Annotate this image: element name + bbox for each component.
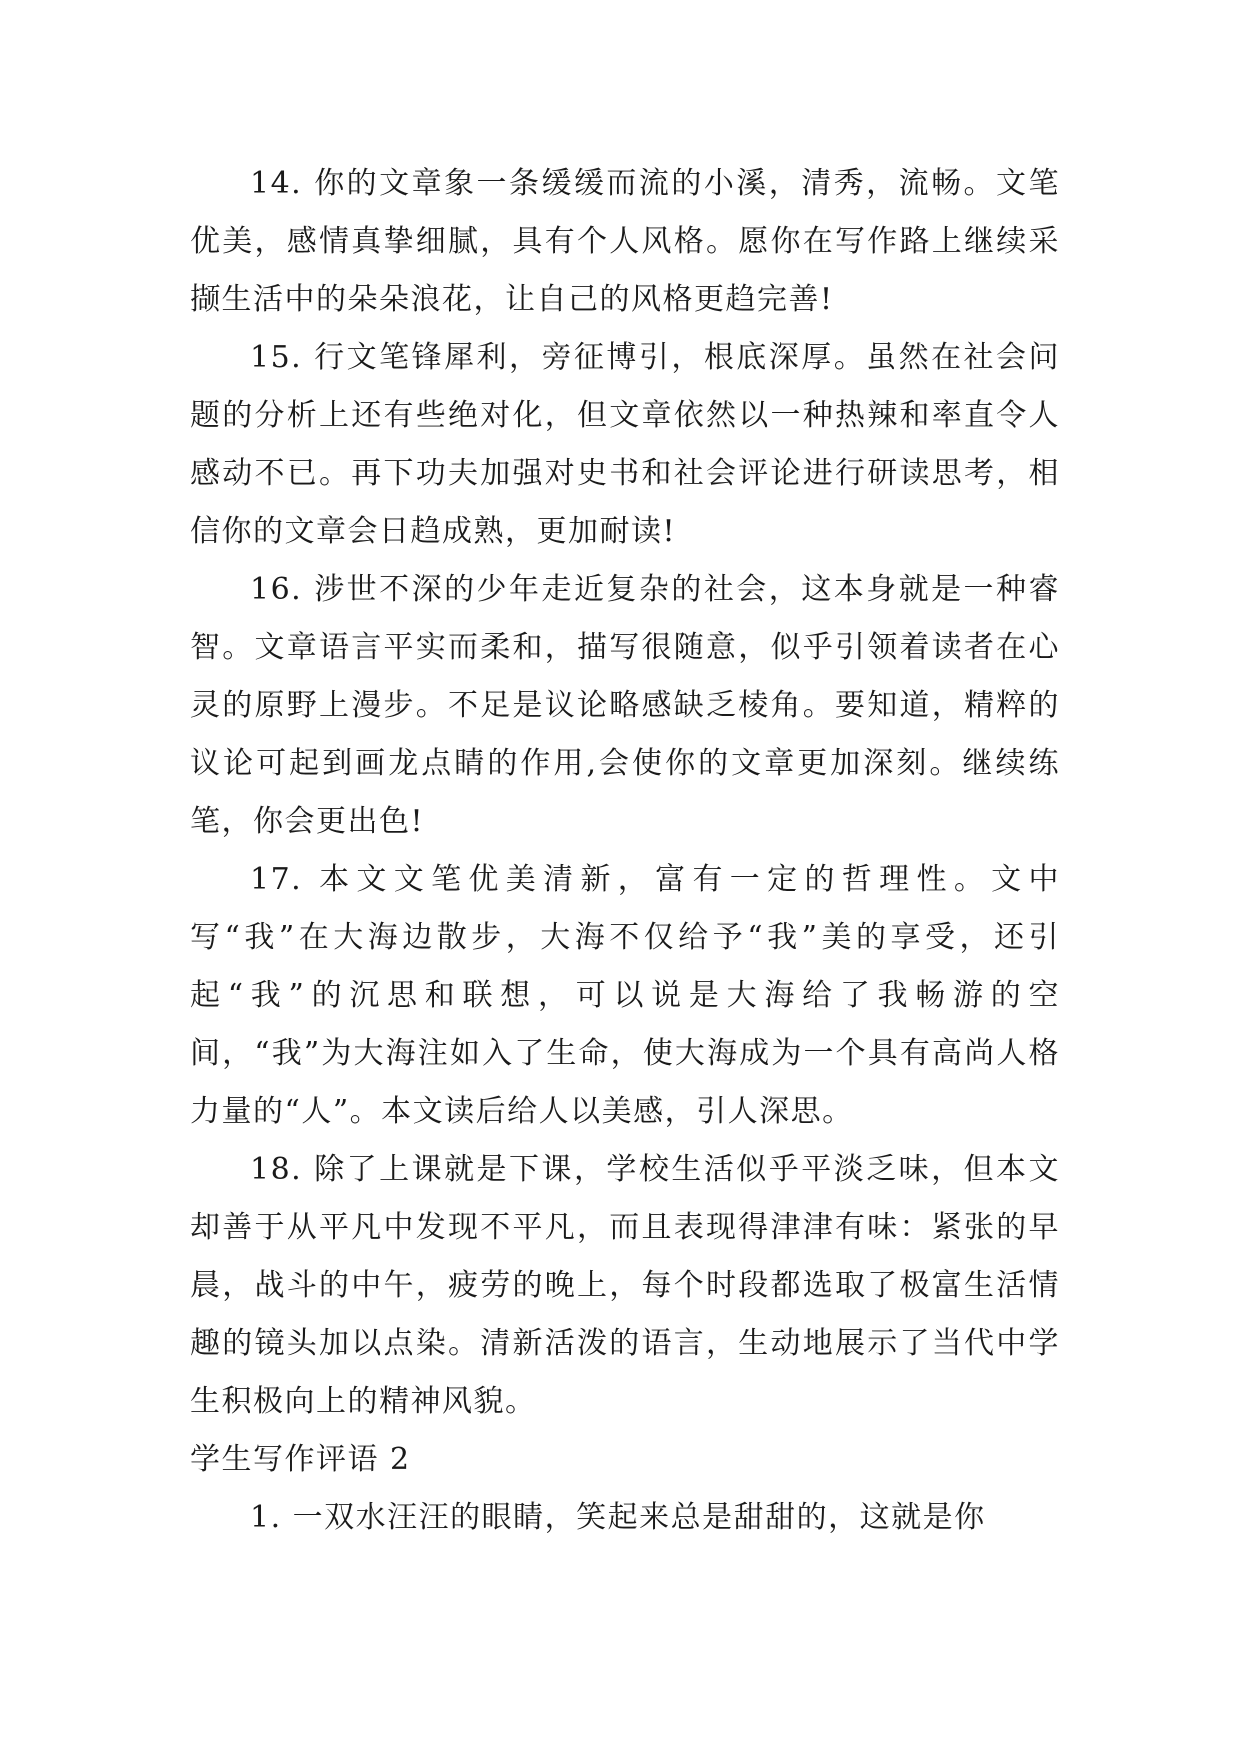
comment-paragraph-16: 16. 涉世不深的少年走近复杂的社会，这本身就是一种睿智。文章语言平实而柔和，描写很随意，似乎引领着读者在心灵的原野上漫步。不足是议论略感缺乏棱角。要知道，精粹的议论可起到画龙点睛的作用,会使你的文章更加深刻。继续练笔，你会更出色! [190, 572, 1060, 839]
comment-paragraph-14: 14. 你的文章象一条缓缓而流的小溪，清秀，流畅。文笔优美，感情真挚细腻，具有个人风格。愿你在写作路上继续采撷生活中的朵朵浪花，让自己的风格更趋完善! [190, 166, 1060, 317]
comment-paragraph-18: 18. 除了上课就是下课，学校生活似乎平淡乏味，但本文却善于从平凡中发现不平凡，而且表现得津津有味：紧张的早晨，战斗的中午，疲劳的晚上，每个时段都选取了极富生活情趣的镜头加以点染。清新活泼的语言，生动地展示了当代中学生积极向上的精神风貌。 [190, 1152, 1060, 1419]
comment-paragraph-1: 1. 一双水汪汪的眼睛，笑起来总是甜甜的，这就是你 [250, 1500, 986, 1535]
comment-paragraph-15: 15. 行文笔锋犀利，旁征博引，根底深厚。虽然在社会问题的分析上还有些绝对化，但文章依然以一种热辣和率直令人感动不已。再下功夫加强对史书和社会评论进行研读思考，相信你的文章会日趋成熟，更加耐读! [190, 340, 1060, 549]
comment-paragraph-17: 17. 本文文笔优美清新，富有一定的哲理性。文中写“我”在大海边散步，大海不仅给予“我”美的享受，还引起“我”的沉思和联想，可以说是大海给了我畅游的空间，“我”为大海注如入了生命，使大海成为一个具有高尚人格力量的“人”。本文读后给人以美感，引人深思。 [190, 862, 1060, 1129]
document-body [190, 155, 1060, 1547]
section-heading: 学生写作评语 2 [190, 1442, 411, 1477]
